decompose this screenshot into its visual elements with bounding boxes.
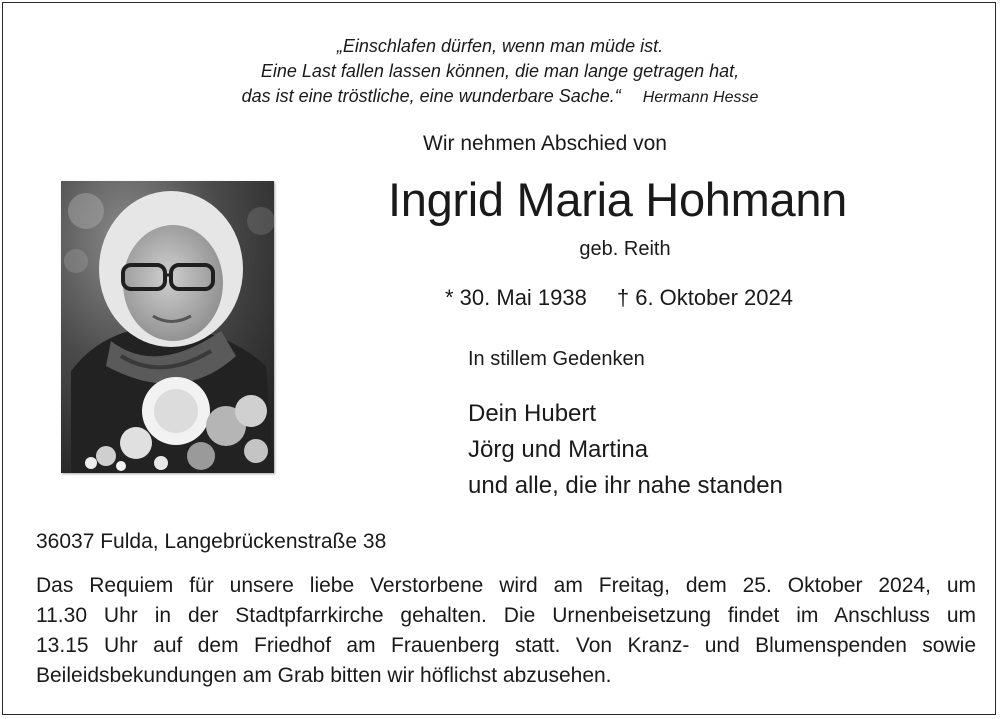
quote-line-3 [0,84,1000,110]
mourner-line: und alle, die ihr nahe standen [468,472,783,499]
maiden-name: geb. Reith [579,238,671,260]
life-dates [445,285,793,311]
notice-line: 11.30 Uhr in der Stadtpfarrkirche gehalten. Die Urnenbeisetzung findet im Anschluss um [36,604,976,627]
quote-line-1: „Einschlafen dürfen, wenn man müde ist. [336,36,664,56]
notice-line: Das Requiem für unsere liebe Verstorbene wird am Freitag, dem 25. Oktober 2024, um [36,574,976,597]
memory-text: In stillem Gedenken [468,348,645,370]
death-date: † 6. Oktober 2024 [616,285,793,310]
birth-date: * 30. Mai 1938 [445,285,587,310]
funeral-notice [36,571,976,691]
quote-block [0,34,1000,110]
quote-author: Hermann Hesse [642,89,759,106]
address: 36037 Fulda, Langebrückenstraße 38 [36,530,387,553]
portrait-illustration [61,181,274,473]
mourners-list [468,396,783,504]
mourner-line: Dein Hubert [468,400,597,427]
portrait-photo [61,181,274,473]
intro-text: Wir nehmen Abschied von [423,132,667,155]
notice-line: 13.15 Uhr auf dem Friedhof am Frauenberg statt. Von Kranz- und Blumenspenden sowie [36,634,976,657]
quote-line-2: Eine Last fallen lassen können, die man lange getragen hat, [260,61,740,81]
deceased-name: Ingrid Maria Hohmann [388,173,847,226]
quote-line-3-text: das ist eine tröstliche, eine wunderbare Sache.“ [241,86,621,106]
mourner-line: Jörg und Martina [468,436,649,463]
notice-line: Beileidsbekundungen am Grab bitten wir höflichst abzusehen. [36,664,612,687]
